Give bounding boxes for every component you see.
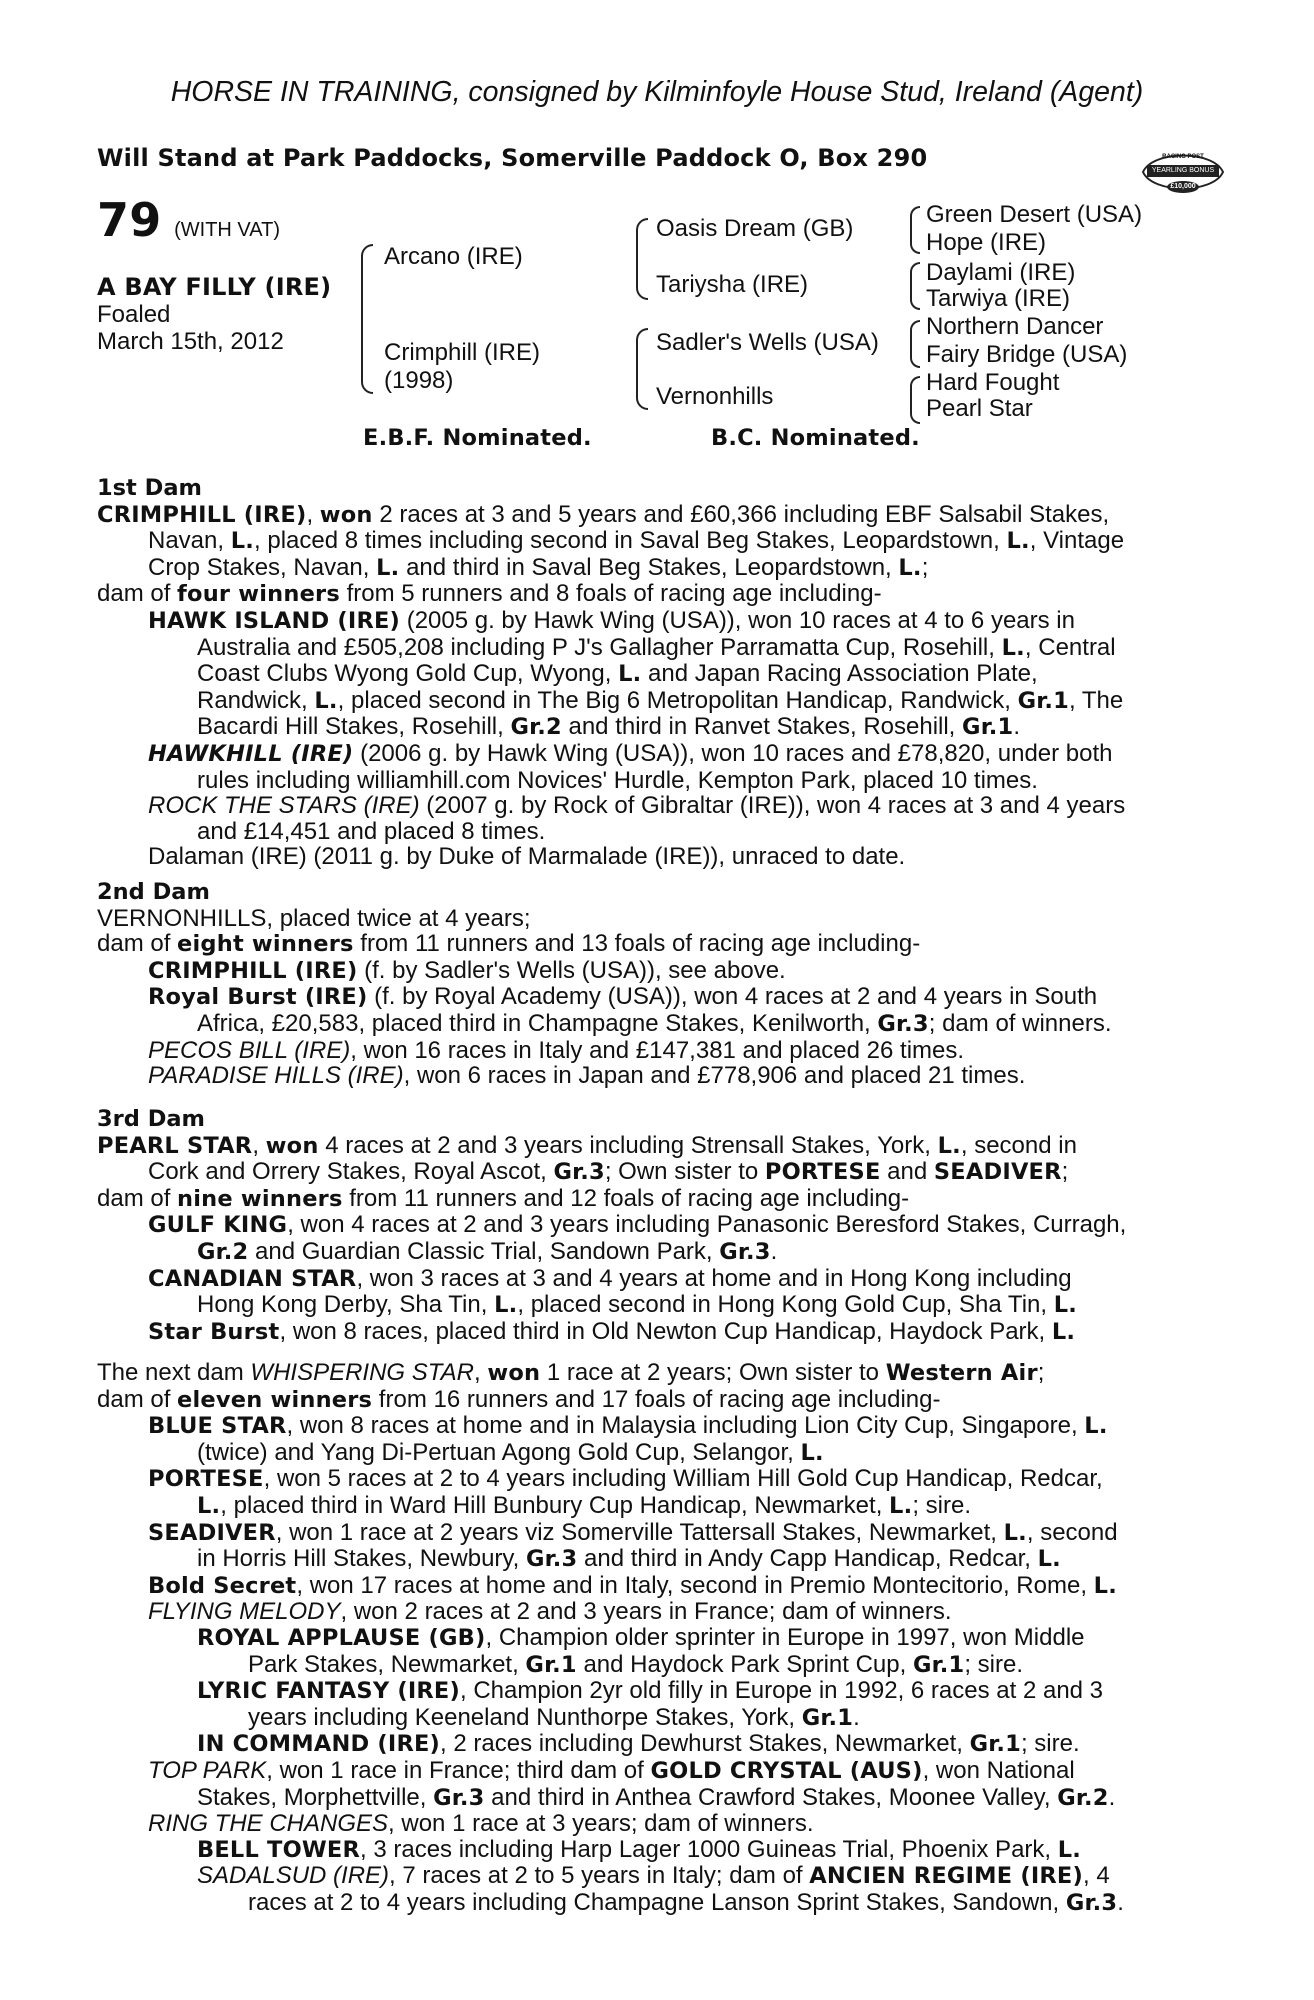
pedigree-ssd: Hope (IRE): [926, 229, 1047, 256]
dam2-damof: dam of: [97, 930, 178, 958]
group-mark: Gr.3: [433, 1784, 485, 1811]
progeny-text: , won 1 race in France; third dam of: [266, 1756, 651, 1784]
progeny-name: IN COMMAND (IRE): [197, 1731, 441, 1758]
dam1-text: Crop Stakes, Navan,: [148, 553, 377, 581]
pedigree-bracket-sire: [636, 218, 648, 300]
progeny-text: and third in Anthea Crawford Stakes, Moonee Valley,: [484, 1783, 1058, 1811]
group-mark: Gr.1: [912, 1651, 965, 1678]
pedigree-dam-year: (1998): [384, 367, 454, 394]
progeny-text: Park Stakes, Newmarket,: [248, 1650, 526, 1678]
dam4-text: 1 race at 2 years; Own sister to: [540, 1359, 886, 1386]
listed-mark: L.: [1084, 1413, 1108, 1440]
progeny-text: Africa, £20,583, placed third in Champagne Stakes, Kenilworth,: [197, 1009, 878, 1037]
first-dam-section: 1st Dam CRIMPHILL (IRE), won 2 races at 3 and 5 years and £60,366 including EBF Salsabil Stakes, Navan, L., placed 8 times including second in Saval Beg Stakes, Leopardstown, L., Vintage Crop Stakes, Navan, L. and third in Saval Beg Stakes, Leopardstown, L.; dam of four winners from 5 runners and 8 foals of racing age including- HAWK ISLAND (IRE) (2005 g. by Hawk Wing (USA)), won 10 races at 4 to 6 years in Australia and £505,208 including P J's Gallagher Parramatta Cup, Rosehill, L., Central Coast Clubs Wyong Gold Cup, Wyong, L. and Japan Racing Association Plate, Randwick, L., placed second in The Big 6 Metropolitan Handicap, Randwick, Gr.1, The Bacardi Hill Stakes, Rosehill, Gr.2 and third in Ranvet Stakes, Rosehill, Gr.1. HAWKHILL (IRE) (2006 g. by Hawk Wing (USA)), won 10 races and £78,820, under both rules including williamhill.com Novices' Hurdle, Kempton Park, placed 10 times. ROCK THE STARS (IRE) (2007 g. by Rock of Gibraltar (IRE)), won 4 races at 3 and 4 years and £14,451 and placed 8 times. Dalaman (IRE) (2011 g. by Duke of Marmalade (IRE)), unraced to date.: [97, 476, 1200, 870]
dam3-name: PEARL STAR: [97, 1132, 253, 1159]
progeny-text: , 7 races at 2 to 5 years in Italy; dam of: [389, 1862, 810, 1890]
progeny-text: races at 2 to 4 years including Champagne Lanson Sprint Stakes, Sandown,: [248, 1888, 1066, 1916]
progeny-name: RING THE CHANGES: [148, 1810, 389, 1838]
pedigree-bracket-ss: [910, 206, 920, 254]
progeny-name: Star Burst: [148, 1318, 280, 1345]
progeny-text: , placed second in The Big 6 Metropolitan Handicap, Randwick,: [337, 686, 1018, 714]
progeny-text: ; sire.: [1020, 1730, 1080, 1758]
progeny-text: and Japan Racing Association Plate,: [641, 660, 1038, 688]
pedigree-sire: Arcano (IRE): [384, 243, 523, 270]
listed-mark: L.: [1053, 1292, 1077, 1319]
badge-mid-text: YEARLING BONUS: [1151, 167, 1215, 174]
catalogue-header: HORSE IN TRAINING, consigned by Kilminfoyle House Stud, Ireland (Agent): [170, 76, 1144, 108]
lot-number: 79: [97, 193, 162, 247]
progeny-name: BLUE STAR: [148, 1413, 287, 1440]
dam3-text: ;: [1061, 1158, 1069, 1186]
progeny-name: CANADIAN STAR: [148, 1265, 357, 1292]
progeny-text: .: [1108, 1783, 1116, 1811]
bc-nominated: B.C. Nominated.: [711, 425, 920, 451]
progeny-text: years including Keeneland Nunthorpe Stakes, York,: [248, 1703, 802, 1731]
group-mark: Gr.2: [1057, 1784, 1109, 1811]
group-mark: Gr.3: [877, 1010, 929, 1037]
progeny-text: , 4: [1082, 1862, 1110, 1890]
ebf-nominated: E.B.F. Nominated.: [363, 425, 592, 451]
dam4-damof-rest: from 16 runners and 17 foals of racing age including-: [372, 1385, 941, 1413]
progeny-text: rules including williamhill.com Novices' Hurdle, Kempton Park, placed 10 times.: [197, 766, 1038, 794]
progeny-name: Royal Burst (IRE): [148, 984, 368, 1011]
dam1-text: , Vintage: [1029, 527, 1125, 555]
listed-mark: L.: [1057, 1836, 1082, 1863]
third-dam-heading: 3rd Dam: [97, 1106, 205, 1132]
group-mark: Gr.3: [553, 1159, 605, 1186]
listed-mark: L.: [1001, 634, 1025, 661]
listed-mark: L.: [230, 528, 255, 555]
pedigree-dam: Crimphill (IRE): [384, 339, 540, 366]
progeny-text: , won 16 races in Italy and £147,381 and placed 26 times.: [350, 1036, 965, 1064]
progeny-text: (2006 g. by Hawk Wing (USA)), won 10 races and £78,820, under both: [353, 739, 1113, 767]
progeny-text: , Champion older sprinter in Europe in 1997, won Middle: [485, 1623, 1085, 1651]
dam2-damof-rest: from 11 runners and 13 foals of racing age including-: [353, 930, 921, 958]
dam4-winners-count: eleven winners: [177, 1386, 373, 1413]
dam1-text: , placed 8 times including second in Saval Beg Stakes, Leopardstown,: [254, 527, 1007, 555]
progeny-text: ; dam of winners.: [928, 1009, 1112, 1037]
listed-mark: L.: [937, 1132, 961, 1159]
progeny-text: Dalaman (IRE) (2011 g. by Duke of Marmalade (IRE)), unraced to date.: [148, 843, 906, 871]
listed-mark: L.: [889, 1492, 913, 1519]
progeny-name: PARADISE HILLS (IRE): [148, 1062, 404, 1090]
progeny-text: (f. by Royal Academy (USA)), won 4 races at 2 and 4 years in South: [367, 983, 1098, 1011]
second-dam-heading: 2nd Dam: [97, 879, 210, 905]
dam3-text: and: [880, 1158, 934, 1186]
second-dam-section: [97, 880, 1200, 1089]
sibling-name: PORTESE: [764, 1159, 881, 1186]
dam3-won: won: [265, 1132, 319, 1159]
pedigree-sds: Daylami (IRE): [926, 259, 1076, 286]
listed-mark: L.: [1051, 1318, 1076, 1345]
progeny-text: Stakes, Morphettville,: [197, 1783, 434, 1811]
pedigree-bracket-gen1: [361, 244, 373, 394]
progeny-text: ; sire.: [964, 1650, 1023, 1678]
dam1-text: ;: [921, 553, 929, 581]
group-mark: Gr.2: [510, 714, 562, 741]
progeny-name: GOLD CRYSTAL (AUS): [650, 1757, 923, 1784]
progeny-name: FLYING MELODY: [148, 1598, 341, 1626]
progeny-name: GULF KING: [148, 1212, 288, 1239]
group-mark: Gr.1: [962, 714, 1014, 741]
progeny-text: , won National: [922, 1756, 1075, 1784]
foaled-date: March 15th, 2012: [97, 328, 284, 355]
third-dam-section: 3rd Dam PEARL STAR, won 4 races at 2 and 3 years including Strensall Stakes, York, L., second in Cork and Orrery Stakes, Royal Ascot, Gr.3; Own sister to PORTESE and SEADIVER; dam of nine winners from 11 runners and 12 foals of racing age including- GULF KING, won 4 races at 2 and 3 years including Panasonic Beresford Stakes, Curragh, Gr.2 and Guardian Classic Trial, Sandown Park, Gr.3. CANADIAN STAR, won 3 races at 3 and 4 years at home and in Hong Kong including Hong Kong Derby, Sha Tin, L., placed second in Hong Kong Gold Cup, Sha Tin, L. Star Burst, won 8 races, placed third in Old Newton Cup Handicap, Haydock Park, L.: [97, 1107, 1200, 1345]
progeny-text: and Guardian Classic Trial, Sandown Park,: [248, 1237, 720, 1265]
dam3-text: ; Own sister to: [604, 1158, 765, 1186]
group-mark: Gr.1: [969, 1731, 1021, 1758]
group-mark: Gr.3: [525, 1546, 578, 1573]
badge-amount: £10,000: [1170, 183, 1196, 190]
dam4-text: The next dam: [97, 1359, 251, 1386]
pedigree-sss: Green Desert (USA): [926, 201, 1143, 228]
sibling-name: SEADIVER: [933, 1159, 1062, 1186]
progeny-text: , won 1 race at 3 years; dam of winners.: [388, 1810, 814, 1838]
dam1-winners-count: four winners: [177, 581, 340, 608]
progeny-text: , won 5 races at 2 to 4 years including William Hill Gold Cup Handicap, Redcar,: [263, 1465, 1103, 1493]
progeny-name: ROCK THE STARS (IRE): [148, 792, 420, 820]
progeny-text: ; sire.: [912, 1491, 972, 1519]
dam1-won: won: [319, 501, 373, 528]
pedigree-dds: Hard Fought: [926, 369, 1060, 396]
progeny-text: (2007 g. by Rock of Gibraltar (IRE)), won 4 races at 3 and 4 years: [419, 792, 1126, 820]
dam3-damof: dam of: [97, 1184, 178, 1212]
fourth-dam-section: [97, 1360, 1200, 1916]
dam3-text: , second in: [960, 1131, 1077, 1159]
group-mark: Gr.1: [1017, 687, 1069, 714]
progeny-name: ANCIEN REGIME (IRE): [809, 1863, 1083, 1890]
progeny-text: , won 2 races at 2 and 3 years in France; dam of winners.: [340, 1598, 952, 1626]
listed-mark: L.: [1003, 1519, 1027, 1546]
horse-name: A BAY FILLY (IRE): [97, 273, 332, 301]
pedigree-sire-sire: Oasis Dream (GB): [656, 215, 854, 242]
progeny-text: (2005 g. by Hawk Wing (USA)), won 10 races at 4 to 6 years in: [400, 606, 1075, 634]
progeny-name: SADALSUD (IRE): [197, 1862, 390, 1890]
dam3-text: Cork and Orrery Stakes, Royal Ascot,: [148, 1158, 554, 1186]
progeny-name: ROYAL APPLAUSE (GB): [197, 1624, 486, 1651]
dam4-text: ;: [1037, 1359, 1045, 1386]
dam4-damof: dam of: [97, 1385, 178, 1413]
progeny-text: .: [770, 1237, 778, 1265]
progeny-text: Randwick,: [197, 686, 315, 714]
progeny-text: , Central: [1024, 633, 1116, 661]
dam3-winners-count: nine winners: [177, 1185, 343, 1212]
badge-top-text: RACING POST: [1162, 154, 1204, 160]
pedigree-dss: Northern Dancer: [926, 313, 1104, 340]
progeny-text: , won 4 races at 2 and 3 years including Panasonic Beresford Stakes, Curragh,: [287, 1211, 1127, 1239]
progeny-text: , Champion 2yr old filly in Europe in 1992, 6 races at 2 and 3: [459, 1677, 1104, 1705]
progeny-name: SEADIVER: [148, 1519, 276, 1546]
dam4-name: WHISPERING STAR: [250, 1359, 474, 1386]
progeny-text: , 3 races including Harp Lager 1000 Guineas Trial, Phoenix Park,: [360, 1835, 1058, 1863]
progeny-text: Coast Clubs Wyong Gold Cup, Wyong,: [197, 660, 619, 688]
progeny-text: (twice) and Yang Di-Pertuan Agong Gold Cup, Selangor,: [197, 1438, 801, 1466]
progeny-text: (f. by Sadler's Wells (USA)), see above.: [357, 956, 786, 984]
progeny-text: , won 1 race at 2 years viz Somerville Tattersall Stakes, Newmarket,: [275, 1518, 1004, 1546]
progeny-text: , won 3 races at 3 and 4 years at home and in Hong Kong including: [356, 1264, 1072, 1292]
progeny-name: PORTESE: [148, 1466, 264, 1493]
pedigree-bracket-sd: [910, 262, 920, 310]
dam3-damof-rest: from 11 runners and 12 foals of racing age including-: [342, 1184, 910, 1212]
progeny-text: , won 17 races at home and in Italy, second in Premio Montecitorio, Rome,: [296, 1571, 1094, 1599]
listed-mark: L.: [314, 687, 338, 714]
listed-mark: L.: [1037, 1546, 1061, 1573]
progeny-text: , won 8 races at home and in Malaysia including Lion City Cup, Singapore,: [286, 1412, 1085, 1440]
dam4-won: won: [487, 1360, 541, 1386]
progeny-text: , The: [1068, 686, 1124, 714]
progeny-text: and £14,451 and placed 8 times.: [197, 817, 546, 845]
sibling-name: Western Air: [885, 1360, 1038, 1386]
progeny-name: PECOS BILL (IRE): [148, 1036, 351, 1064]
progeny-text: , 2 races including Dewhurst Stakes, Newmarket,: [440, 1730, 970, 1758]
dam3-text: 4 races at 2 and 3 years including Strensall Stakes, York,: [318, 1131, 938, 1159]
first-dam-heading: 1st Dam: [97, 475, 202, 501]
group-mark: Gr.3: [719, 1238, 771, 1265]
pedigree-ddd: Pearl Star: [926, 395, 1033, 422]
dam1-text: 2 races at 3 and 5 years and £60,366 including EBF Salsabil Stakes,: [372, 500, 1110, 528]
progeny-text: , placed third in Ward Hill Bunbury Cup Handicap, Newmarket,: [220, 1491, 890, 1519]
pedigree-dsd: Fairy Bridge (USA): [926, 341, 1128, 368]
pedigree-bracket-dam: [636, 328, 648, 410]
listed-mark: L.: [197, 1492, 221, 1519]
listed-mark: L.: [494, 1292, 518, 1319]
progeny-text: Bacardi Hill Stakes, Rosehill,: [197, 713, 511, 741]
progeny-text: .: [1013, 713, 1021, 741]
listed-mark: L.: [618, 661, 642, 688]
progeny-text: and third in Andy Capp Handicap, Redcar,: [577, 1545, 1038, 1573]
group-mark: Gr.2: [197, 1238, 249, 1265]
vat-note: (WITH VAT): [174, 219, 280, 241]
dam1-damof-rest: from 5 runners and 8 foals of racing age including-: [339, 580, 882, 608]
dam2-text: VERNONHILLS, placed twice at 4 years;: [97, 904, 531, 932]
progeny-name: LYRIC FANTASY (IRE): [197, 1678, 460, 1705]
progeny-name: Bold Secret: [148, 1572, 297, 1599]
pedigree-bracket-ds: [910, 320, 920, 368]
dam1-name: CRIMPHILL (IRE): [97, 501, 307, 528]
progeny-text: in Horris Hill Stakes, Newbury,: [197, 1545, 526, 1573]
dam4-text: ,: [474, 1359, 488, 1386]
progeny-text: , second: [1026, 1518, 1118, 1546]
progeny-name: CRIMPHILL (IRE): [148, 957, 358, 984]
progeny-name: HAWK ISLAND (IRE): [148, 607, 401, 634]
listed-mark: L.: [1093, 1572, 1117, 1599]
dam2-winners-count: eight winners: [177, 931, 354, 958]
listed-mark: L.: [1006, 528, 1030, 555]
yearling-bonus-badge: [1139, 142, 1227, 202]
lot-number-line: [97, 193, 280, 247]
progeny-name: TOP PARK: [148, 1756, 267, 1784]
progeny-text: and Haydock Park Sprint Cup,: [576, 1650, 913, 1678]
listed-mark: L.: [898, 554, 922, 581]
progeny-text: , placed second in Hong Kong Gold Cup, Sha Tin,: [517, 1291, 1054, 1319]
progeny-text: and third in Ranvet Stakes, Rosehill,: [561, 713, 963, 741]
foaled-label: Foaled: [97, 301, 171, 328]
group-mark: Gr.3: [1065, 1889, 1118, 1916]
pedigree-sire-dam: Tariysha (IRE): [656, 271, 809, 298]
pedigree-dam-sire: Sadler's Wells (USA): [656, 329, 879, 356]
group-mark: Gr.1: [525, 1651, 577, 1678]
progeny-text: Hong Kong Derby, Sha Tin,: [197, 1291, 495, 1319]
group-mark: Gr.1: [801, 1704, 854, 1731]
progeny-text: .: [853, 1703, 860, 1731]
progeny-text: , won 8 races, placed third in Old Newton Cup Handicap, Haydock Park,: [279, 1317, 1052, 1345]
listed-mark: L.: [800, 1439, 824, 1466]
pedigree-sdd: Tarwiya (IRE): [926, 285, 1071, 312]
listed-mark: L.: [376, 554, 400, 581]
progeny-text: .: [1117, 1888, 1124, 1916]
progeny-name: BELL TOWER: [197, 1836, 361, 1863]
dam1-text: and third in Saval Beg Stakes, Leopardstown,: [399, 553, 899, 581]
stand-location: Will Stand at Park Paddocks, Somerville Paddock O, Box 290: [97, 144, 928, 172]
pedigree-bracket-dd: [910, 376, 920, 424]
progeny-text: Australia and £505,208 including P J's Gallagher Parramatta Cup, Rosehill,: [197, 633, 1002, 661]
progeny-text: , won 6 races in Japan and £778,906 and placed 21 times.: [403, 1062, 1026, 1090]
progeny-name: HAWKHILL (IRE): [148, 740, 354, 767]
dam1-text: Navan,: [148, 527, 231, 555]
dam1-damof: dam of: [97, 580, 178, 608]
pedigree-dam-dam: Vernonhills: [656, 383, 774, 410]
